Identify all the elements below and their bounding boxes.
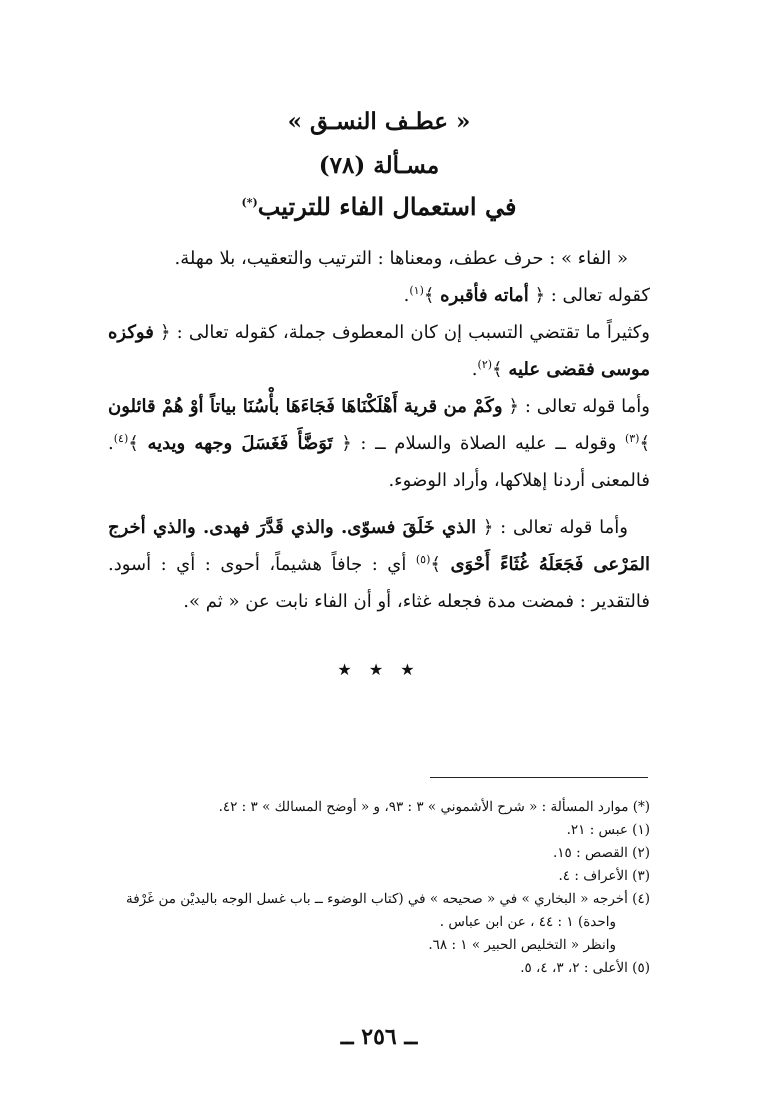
footnote-ref: (٥)	[415, 553, 431, 566]
text-run: أي : جافاً هشيماً، أحوى : أي : أسود. فالتقدير : فمضت مدة فجعله غثاء، أو أن الفاء نابت عن « ثم ».	[108, 554, 650, 612]
paragraph-example-4	[108, 509, 650, 620]
footnote-continuation: وانظر « التخليص الحبير » ١ : ٦٨.	[428, 937, 616, 953]
text-run: . فالمعنى أردنا إهلاكها، وأراد الوضوء.	[108, 433, 650, 491]
main-text	[108, 240, 650, 620]
text-run: وكثيراً ما تقتضي التسبب إن كان المعطوف جملة، كقوله تعالى : ﴿	[159, 322, 650, 343]
hadith-quote: تَوَضَّأَ فَغَسَلَ وجهه ويديه	[147, 433, 333, 454]
paragraph-example-2	[108, 314, 650, 388]
text-run: ﴾	[430, 554, 441, 575]
paragraph-example-3	[108, 388, 650, 499]
text-run: وأما قوله تعالى : ﴿	[508, 396, 650, 417]
text-run: كقوله تعالى : ﴿	[534, 285, 650, 306]
heading-text: في استعمال الفاء للترتيب	[257, 192, 517, 221]
text-run: .	[471, 359, 478, 380]
text-run: .	[403, 285, 410, 306]
text-run: وأما قوله تعالى : ﴿	[482, 517, 628, 538]
section-divider-stars: ★ ★ ★	[337, 660, 421, 679]
footnote-ref: (٤)	[113, 432, 129, 445]
quran-quote: الذي خَلَقَ فسوّى. والذي قَدَّرَ فهدى. والذي أخرج المَرْعى فَجَعَلَهُ غُثَاءً أَحْوَى	[108, 517, 650, 575]
heading-footnote-mark: (*)	[241, 196, 258, 209]
footnote-ref: (١)	[409, 284, 424, 297]
text-run: ﴾	[128, 433, 139, 454]
footnote: (١) عبس : ٢١.	[566, 822, 650, 838]
footnote: (٥) الأعلى : ٢، ٣، ٤، ٥.	[520, 960, 650, 976]
page-number: ــ ٢٥٦ ــ	[340, 1024, 418, 1050]
footnote: (٤) أخرجه « البخاري » في « صحيحه » في (كتاب الوضوء ــ باب غسل الوجه باليديْن من غَرْفة	[125, 891, 650, 907]
paragraph-definition: « الفاء » : حرف عطف، ومعناها : الترتيب والتعقيب، بلا مهلة.	[174, 248, 628, 269]
text-run: ﴾	[639, 433, 650, 454]
footnote-rule	[430, 777, 648, 778]
text-run: وقوله ــ عليه الصلاة والسلام ــ : ﴿	[341, 433, 617, 454]
footnote: (٢) القصص : ١٥.	[553, 845, 650, 861]
issue-title: مسـألة (٧٨)	[318, 152, 440, 179]
footnote: (*) موارد المسألة : « شرح الأشموني » ٣ : ٩٣، و « أوضح المسالك » ٣ : ٤٢.	[218, 799, 650, 815]
footnote: (٣) الأعراف : ٤.	[558, 868, 650, 884]
text-run: ﴾	[423, 285, 435, 306]
text-run: ﴾	[492, 359, 503, 380]
footnote-ref: (٣)	[624, 432, 640, 445]
footnote-ref: (٢)	[477, 358, 493, 371]
quran-quote: وكَمْ من قرية أَهْلَكْنَاهَا فَجَاءَهَا بأْسُنَا بياتاً أوْ هُمْ قائلون	[108, 396, 503, 417]
quran-quote: أماته فأقبره	[440, 285, 529, 306]
footnotes	[108, 796, 650, 980]
section-title: « عطـف النسـق »	[287, 108, 471, 135]
quran-quote: فوكزه موسى فقضى عليه	[108, 322, 650, 380]
issue-heading	[0, 192, 758, 221]
paragraph-example-1	[108, 277, 650, 314]
footnote-continuation: واحدة) ١ : ٤٤ ، عن ابن عباس .	[439, 914, 616, 930]
